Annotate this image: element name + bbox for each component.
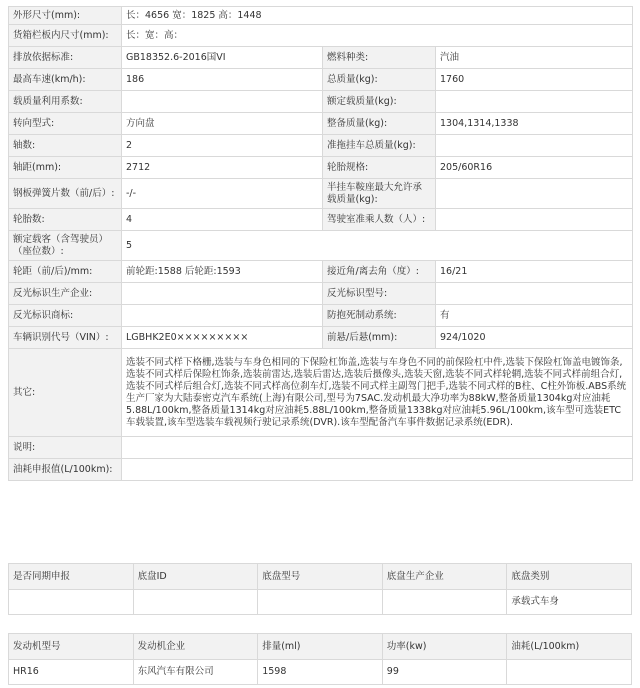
table-cell <box>133 590 258 615</box>
param-value <box>122 91 323 113</box>
param-label: 排放依据标准: <box>9 47 122 69</box>
param-value: 1760 <box>436 69 633 91</box>
param-label: 轴数: <box>9 135 122 157</box>
vehicle-parameters-table <box>8 6 633 481</box>
table-cell: 99 <box>382 660 507 685</box>
param-row <box>9 113 633 135</box>
param-value: 1304,1314,1338 <box>436 113 633 135</box>
param-value: 2712 <box>122 157 323 179</box>
param-row <box>9 135 633 157</box>
param-value <box>436 91 633 113</box>
chassis-table <box>8 563 632 615</box>
param-value <box>436 283 633 305</box>
engine-table <box>8 633 632 685</box>
param-label: 半挂车鞍座最大允许承载质量(kg): <box>323 179 436 209</box>
param-label: 驾驶室准乘人数（人）: <box>323 209 436 231</box>
param-value: 方向盘 <box>122 113 323 135</box>
param-value <box>122 283 323 305</box>
param-value: 汽油 <box>436 47 633 69</box>
table-row <box>9 660 632 685</box>
param-label: 准拖挂车总质量(kg): <box>323 135 436 157</box>
param-row <box>9 25 633 47</box>
table-cell: 东风汽车有限公司 <box>133 660 258 685</box>
column-header: 底盘ID <box>133 564 258 590</box>
param-row <box>9 349 633 437</box>
param-value: -/- <box>122 179 323 209</box>
param-value: 205/60R16 <box>436 157 633 179</box>
param-label: 钢板弹簧片数（前/后）: <box>9 179 122 209</box>
param-value: 长：4656 宽：1825 高：1448 <box>122 7 633 25</box>
param-label: 说明: <box>9 437 122 459</box>
param-row <box>9 459 633 481</box>
column-header: 底盘类别 <box>507 564 632 590</box>
param-row <box>9 91 633 113</box>
param-row <box>9 47 633 69</box>
param-row <box>9 209 633 231</box>
param-value: LGBHK2E0××××××××× <box>122 327 323 349</box>
table-cell <box>382 590 507 615</box>
param-label: 油耗申报值(L/100km): <box>9 459 122 481</box>
param-label: 燃料种类: <box>323 47 436 69</box>
param-row <box>9 231 633 261</box>
table-cell: HR16 <box>9 660 134 685</box>
column-header: 油耗(L/100km) <box>507 634 632 660</box>
param-value <box>122 305 323 327</box>
param-value: 924/1020 <box>436 327 633 349</box>
param-label: 额定载质量(kg): <box>323 91 436 113</box>
param-label: 总质量(kg): <box>323 69 436 91</box>
param-row <box>9 261 633 283</box>
param-label: 反光标识生产企业: <box>9 283 122 305</box>
param-value <box>122 437 633 459</box>
param-value: 16/21 <box>436 261 633 283</box>
column-header: 排量(ml) <box>258 634 383 660</box>
param-value: 186 <box>122 69 323 91</box>
param-row <box>9 179 633 209</box>
param-value: 2 <box>122 135 323 157</box>
param-value: 选装不同式样下格栅,选装与车身色相同的下保险杠饰盖,选装与车身色不同的前保险杠中件,选装下保险杠饰盖电镀饰条,选装不同式样后保险杠饰条,选装前雷达,选装后雷达,选装后摄像头,选装天窗,选装不同式样轮辋,选装不同式样前组合灯,选装不同式样后组合灯,选装不同式样高位刹车灯,选装不同式样主副驾门把手,选装不同式样的B柱、C柱外饰板.ABS系统生产厂家为大陆泰密克汽车系统(上海)有限公司,型号为7SAC.发动机最大净功率为88kW,整备质量1304kg对应油耗5.88L/100km,整备质量1314kg对应油耗5.88L/100km,整备质量1338kg对应油耗5.96L/100km,该车型可选装ETC车载装置,该车型选装车载视频行驶记录系统(DVR).该车型配备汽车事件数据记录系统(EDR). <box>122 349 633 437</box>
param-row <box>9 305 633 327</box>
param-label: 轮胎规格: <box>323 157 436 179</box>
param-label: 防抱死制动系统: <box>323 305 436 327</box>
param-label: 外形尺寸(mm): <box>9 7 122 25</box>
param-row <box>9 327 633 349</box>
param-label: 载质量利用系数: <box>9 91 122 113</box>
param-row <box>9 283 633 305</box>
column-header: 底盘生产企业 <box>382 564 507 590</box>
column-header: 发动机型号 <box>9 634 134 660</box>
param-label: 货箱栏板内尺寸(mm): <box>9 25 122 47</box>
param-value: 4 <box>122 209 323 231</box>
table-cell <box>258 590 383 615</box>
param-label: 反光标识商标: <box>9 305 122 327</box>
param-label: 其它: <box>9 349 122 437</box>
param-label: 轮距（前/后)/mm: <box>9 261 122 283</box>
header-row <box>9 634 632 660</box>
table-cell: 承载式车身 <box>507 590 632 615</box>
param-value: 前轮距:1588 后轮距:1593 <box>122 261 323 283</box>
table-cell <box>507 660 632 685</box>
param-value: 5 <box>122 231 633 261</box>
param-label: 轴距(mm): <box>9 157 122 179</box>
param-value <box>122 459 633 481</box>
param-label: 额定载客（含驾驶员）（座位数）: <box>9 231 122 261</box>
param-value: 长：宽：高： <box>122 25 633 47</box>
param-label: 反光标识型号: <box>323 283 436 305</box>
param-label: 转向型式: <box>9 113 122 135</box>
param-row <box>9 69 633 91</box>
param-value: 有 <box>436 305 633 327</box>
param-label: 最高车速(km/h): <box>9 69 122 91</box>
table-row <box>9 590 632 615</box>
table-cell: 1598 <box>258 660 383 685</box>
param-row <box>9 7 633 25</box>
param-value <box>436 135 633 157</box>
column-header: 功率(kw) <box>382 634 507 660</box>
param-label: 整备质量(kg): <box>323 113 436 135</box>
column-header: 发动机企业 <box>133 634 258 660</box>
param-value: GB18352.6-2016国VI <box>122 47 323 69</box>
param-value <box>436 179 633 209</box>
column-header: 底盘型号 <box>258 564 383 590</box>
param-value <box>436 209 633 231</box>
param-label: 接近角/离去角（度）: <box>323 261 436 283</box>
param-row <box>9 157 633 179</box>
table-cell <box>9 590 134 615</box>
param-label: 轮胎数: <box>9 209 122 231</box>
header-row <box>9 564 632 590</box>
param-label: 前悬/后悬(mm): <box>323 327 436 349</box>
param-label: 车辆识别代号（VIN）: <box>9 327 122 349</box>
param-row <box>9 437 633 459</box>
column-header: 是否同期申报 <box>9 564 134 590</box>
